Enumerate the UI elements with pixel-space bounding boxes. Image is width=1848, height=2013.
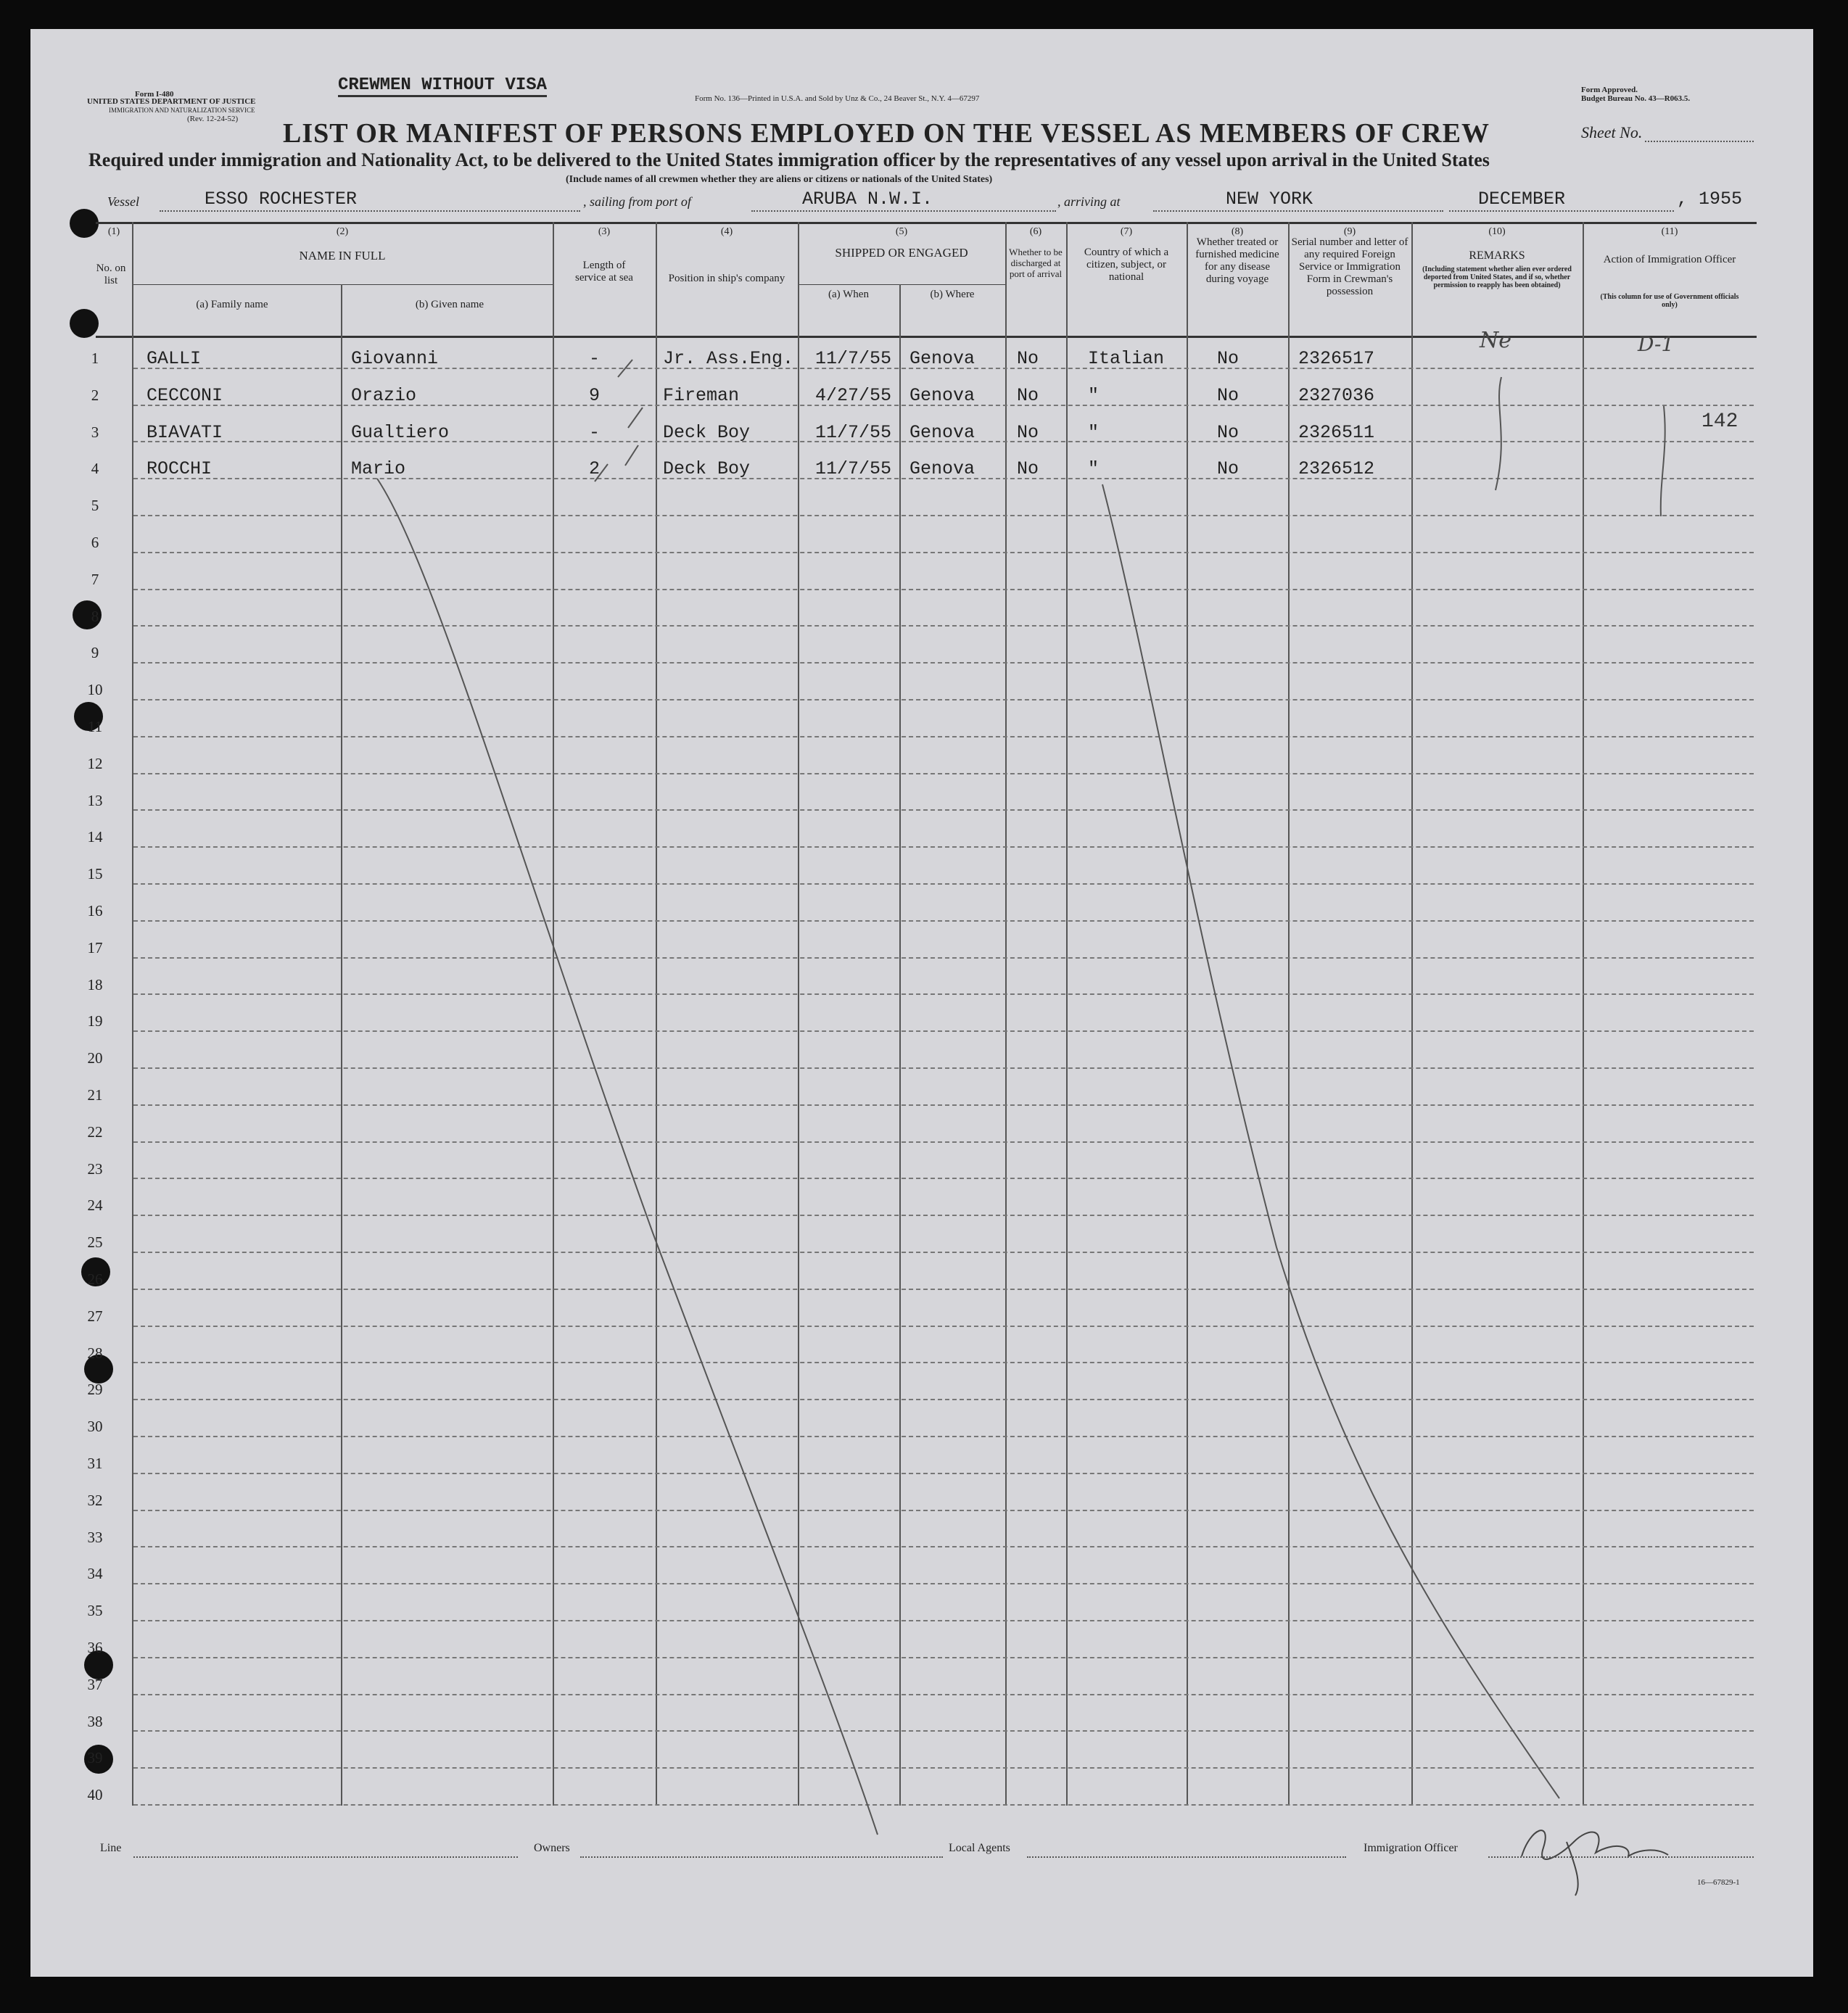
crew-where-cell: Genova [909,458,975,480]
row-number: 33 [87,1528,103,1546]
col2a-header: (a) Family name [196,299,268,310]
check-mark [595,464,608,481]
row-number: 3 [91,423,99,441]
crew-discharged-cell: No [1017,421,1039,443]
col1-header: No. on list [96,263,126,286]
crew-given-cell: Mario [351,458,406,480]
arrival-year: , 1955 [1677,189,1743,210]
crew-given-cell: Gualtiero [351,421,450,443]
budget-bureau-number: Budget Bureau No. 43—R063.5. [1581,94,1691,103]
crew-family-cell: ROCCHI [147,458,213,480]
ditto-line-given-name [377,479,878,1835]
col2b-header: (b) Given name [415,299,484,310]
row-number: 26 [87,1270,103,1288]
vessel-name: ESSO ROCHESTER [205,189,358,210]
row-number: 4 [91,460,99,478]
crewmen-without-visa-stamp: CREWMEN WITHOUT VISA [338,75,547,97]
row-number: 1 [91,350,99,367]
officer-signature-tail [1567,1842,1578,1896]
crew-given-cell: Giovanni [351,348,439,369]
crew-where-cell: Genova [909,384,975,406]
crew-discharged-cell: No [1017,384,1039,406]
crew-country-cell: " [1088,458,1100,480]
row-number: 27 [87,1307,103,1325]
service-name: IMMIGRATION AND NATURALIZATION SERVICE [109,107,255,114]
row-number: 25 [87,1233,103,1252]
crew-treated-cell: No [1217,458,1239,480]
row-number: 22 [87,1123,103,1141]
crew-country-cell: " [1088,421,1100,443]
row-number: 9 [91,644,99,662]
row-number: 34 [87,1565,103,1583]
col10-header: REMARKS [1469,249,1525,262]
form-number-top: Form I-480 [135,90,174,99]
crew-family-cell: BIAVATI [147,421,223,443]
form-approved: Form Approved. [1581,86,1638,94]
col3-header: Length of service at sea [575,260,633,284]
port-of-arrival: NEW YORK [1226,189,1313,210]
col5b-header: (b) Where [930,289,975,300]
crew-discharged-cell: No [1017,458,1039,480]
row-number: 11 [87,718,103,735]
row-number: 28 [87,1344,103,1362]
row-number: 37 [87,1675,103,1693]
action-handwritten-mark: D-1 [1638,332,1675,356]
crew-serial-cell: 2327036 [1298,384,1375,406]
check-mark [628,408,643,428]
row-number: 5 [91,497,99,515]
crew-service-cell: - [589,421,601,443]
printer-line: Form No. 136—Printed in U.S.A. and Sold by Unz & Co., 24 Beaver St., N.Y. 4—67297 [695,94,980,103]
action-number-stamp: 142 [1701,410,1738,433]
col10-number: (10) [1488,226,1506,237]
crew-position-cell: Jr. Ass.Eng. [663,348,794,369]
footer-line-label: Line [100,1842,122,1854]
row-number: 13 [87,791,103,809]
officer-signature [1522,1830,1668,1859]
port-of-sailing: ARUBA N.W.I. [802,189,933,210]
arrival-month: DECEMBER [1478,189,1566,210]
row-number: 10 [87,681,103,699]
crew-when-cell: 11/7/55 [815,458,892,480]
crew-position-cell: Deck Boy [663,458,751,480]
col2-header: NAME IN FULL [299,249,386,263]
col4-header: Position in ship's company [668,273,785,284]
crew-family-cell: GALLI [147,348,202,369]
col7-number: (7) [1120,226,1133,237]
footer-local-agents-field[interactable] [1027,1856,1346,1858]
ditto-line-country [1102,484,1559,1798]
crew-when-cell: 11/7/55 [815,348,892,369]
crew-discharged-cell: No [1017,348,1039,369]
footer-form-code: 16—67829-1 [1697,1878,1740,1887]
col10-note: (Including statement whether alien ever ordered deported from United States, and if so, whether permission to reapply has been obtained) [1422,265,1572,289]
col5-number: (5) [895,226,908,237]
remarks-handwritten-mark: Ne [1480,328,1512,353]
crew-service-cell: 2 [589,458,601,480]
include-note: (Include names of all crewmen whether they are aliens or citizens or nationals of the United States) [566,174,993,185]
arriving-label: , arriving at [1057,194,1121,209]
col9-header: Serial number and letter of any required Foreign Service or Immigration Form in Crewman's possession [1291,236,1408,297]
col2-number: (2) [336,226,349,237]
sailing-label: , sailing from port of [583,194,691,209]
col8-number: (8) [1231,226,1244,237]
row-number: 40 [87,1786,103,1804]
row-number: 14 [87,828,103,846]
crew-treated-cell: No [1217,384,1239,406]
revision-date: (Rev. 12-24-52) [187,115,239,123]
remarks-bracket-line [1496,377,1501,490]
col11-number: (11) [1661,226,1678,237]
crew-position-cell: Fireman [663,384,740,406]
crew-service-cell: 9 [589,384,601,406]
row-number: 15 [87,865,103,883]
row-number: 35 [87,1602,103,1620]
row-number: 29 [87,1381,103,1399]
check-mark [618,360,632,377]
footer-owners-label: Owners [534,1842,570,1854]
row-number: 6 [91,534,99,551]
row-number: 21 [87,1086,103,1104]
row-number: 7 [91,570,99,588]
row-number: 24 [87,1196,103,1215]
row-number: 20 [87,1049,103,1067]
footer-local-agents-label: Local Agents [949,1842,1010,1854]
crew-serial-cell: 2326517 [1298,348,1375,369]
footer-owners-field[interactable] [580,1856,943,1858]
vessel-label: Vessel [107,194,139,209]
department-name: UNITED STATES DEPARTMENT OF JUSTICE [87,97,256,106]
row-number: 2 [91,386,99,404]
crew-country-cell: Italian [1088,348,1165,369]
row-number: 31 [87,1455,103,1472]
row-number: 18 [87,975,103,993]
row-number: 23 [87,1160,103,1178]
row-number: 17 [87,938,103,956]
col11-header: Action of Immigration Officer [1603,254,1736,265]
row-number: 38 [87,1712,103,1730]
row-number: 16 [87,902,103,919]
subtitle: Required under immigration and Nationality Act, to be delivered to the United States immigration officer by the representatives of any vessel upon arrival in the United States [88,149,1490,170]
col4-number: (4) [720,226,733,237]
row-number: 36 [87,1639,103,1656]
footer-line-field[interactable] [133,1856,518,1858]
row-number: 19 [87,1012,103,1030]
footer-officer-label: Immigration Officer [1364,1842,1458,1854]
crew-family-cell: CECCONI [147,384,223,406]
row-number: 30 [87,1418,103,1436]
crew-service-cell: - [589,348,601,369]
col6-number: (6) [1029,226,1042,237]
col1-number: (1) [107,226,120,237]
crew-serial-cell: 2326511 [1298,421,1375,443]
action-bracket-line [1661,406,1665,516]
col6-header: Whether to be discharged at port of arrival [1009,247,1063,279]
col7-header: Country of which a citizen, subject, or national [1084,247,1169,283]
row-number: 32 [87,1491,103,1509]
col8-header: Whether treated or furnished medicine for any disease during voyage [1195,236,1279,285]
crew-where-cell: Genova [909,421,975,443]
crew-serial-cell: 2326512 [1298,458,1375,480]
crew-given-cell: Orazio [351,384,417,406]
crew-position-cell: Deck Boy [663,421,751,443]
row-number: 8 [91,607,99,625]
row-number: 12 [87,754,103,772]
col5-header: SHIPPED OR ENGAGED [835,246,968,260]
crew-when-cell: 11/7/55 [815,421,892,443]
col5a-header: (a) When [828,289,869,300]
col9-number: (9) [1343,226,1356,237]
row-number: 39 [87,1749,103,1767]
col11-note: (This column for use of Government officials only) [1600,293,1739,309]
sheet-number-label: Sheet No. [1581,123,1643,141]
crew-country-cell: " [1088,384,1100,406]
crew-where-cell: Genova [909,348,975,369]
crew-treated-cell: No [1217,348,1239,369]
footer-officer-field[interactable] [1488,1856,1754,1858]
crew-treated-cell: No [1217,421,1239,443]
crew-when-cell: 4/27/55 [815,384,892,406]
page-title: LIST OR MANIFEST OF PERSONS EMPLOYED ON THE VESSEL AS MEMBERS OF CREW [283,118,1490,149]
check-mark [625,445,638,466]
col3-number: (3) [598,226,611,237]
